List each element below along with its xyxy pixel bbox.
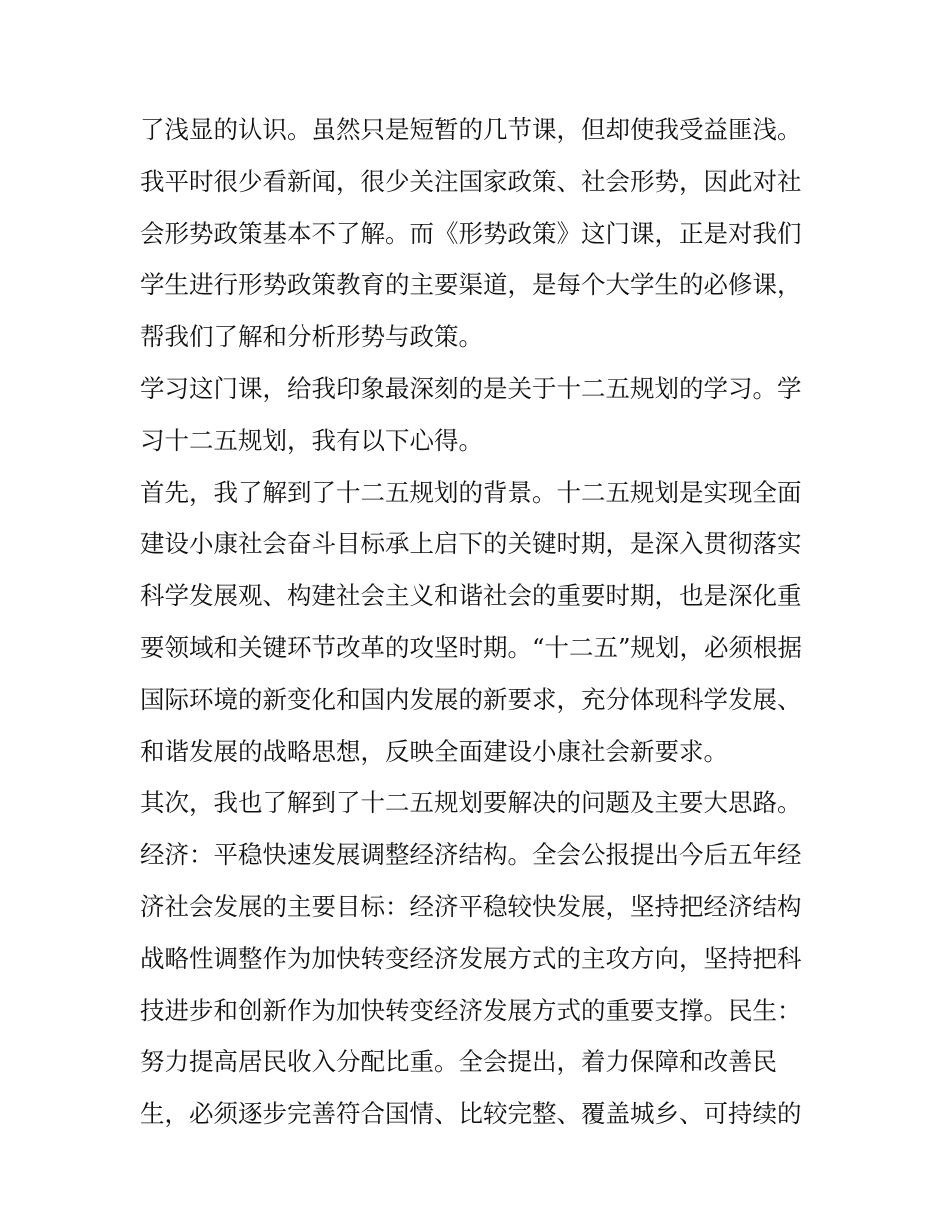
text-line: 学生进行形势政策教育的主要渠道，是每个大学生的必修课， bbox=[140, 270, 802, 300]
text-line: 其次，我也了解到了十二五规划要解决的问题及主要大思路。 bbox=[140, 788, 802, 818]
text-line: 战略性调整作为加快转变经济发展方式的主攻方向，坚持把科 bbox=[140, 943, 802, 973]
text-line: 济社会发展的主要目标：经济平稳较快发展，坚持把经济结构 bbox=[140, 891, 802, 921]
body-text bbox=[140, 104, 820, 1140]
text-line: 和谐发展的战略思想，反映全面建设小康社会新要求。 bbox=[140, 736, 728, 766]
text-line: 建设小康社会奋斗目标承上启下的关键时期，是深入贯彻落实 bbox=[140, 529, 802, 559]
text-line: 要领域和关键环节改革的攻坚时期。“十二五”规划，必须根据 bbox=[140, 632, 803, 662]
text-line: 了浅显的认识。虽然只是短暂的几节课，但却使我受益匪浅。 bbox=[140, 115, 802, 144]
text-line: 首先，我了解到了十二五规划的背景。十二五规划是实现全面 bbox=[140, 477, 802, 507]
text-line: 我平时很少看新闻，很少关注国家政策、社会形势，因此对社 bbox=[140, 166, 802, 196]
text-line: 学习这门课，给我印象最深刻的是关于十二五规划的学习。学 bbox=[140, 373, 802, 403]
text-line: 努力提高居民收入分配比重。全会提出，着力保障和改善民 bbox=[140, 1047, 777, 1077]
text-line: 生，必须逐步完善符合国情、比较完整、覆盖城乡、可持续的 bbox=[140, 1099, 802, 1129]
text-line: 国际环境的新变化和国内发展的新要求，充分体现科学发展、 bbox=[140, 684, 802, 714]
text-line: 经济：平稳快速发展调整经济结构。全会公报提出今后五年经 bbox=[140, 840, 802, 870]
text-line: 技进步和创新作为加快转变经济发展方式的重要支撑。民生： bbox=[140, 995, 802, 1025]
text-line: 帮我们了解和分析形势与政策。 bbox=[140, 322, 483, 352]
text-line: 会形势政策基本不了解。而《形势政策》这门课，正是对我们 bbox=[140, 218, 802, 248]
text-line: 科学发展观、构建社会主义和谐社会的重要时期，也是深化重 bbox=[140, 581, 802, 611]
text-line: 习十二五规划，我有以下心得。 bbox=[140, 425, 483, 455]
